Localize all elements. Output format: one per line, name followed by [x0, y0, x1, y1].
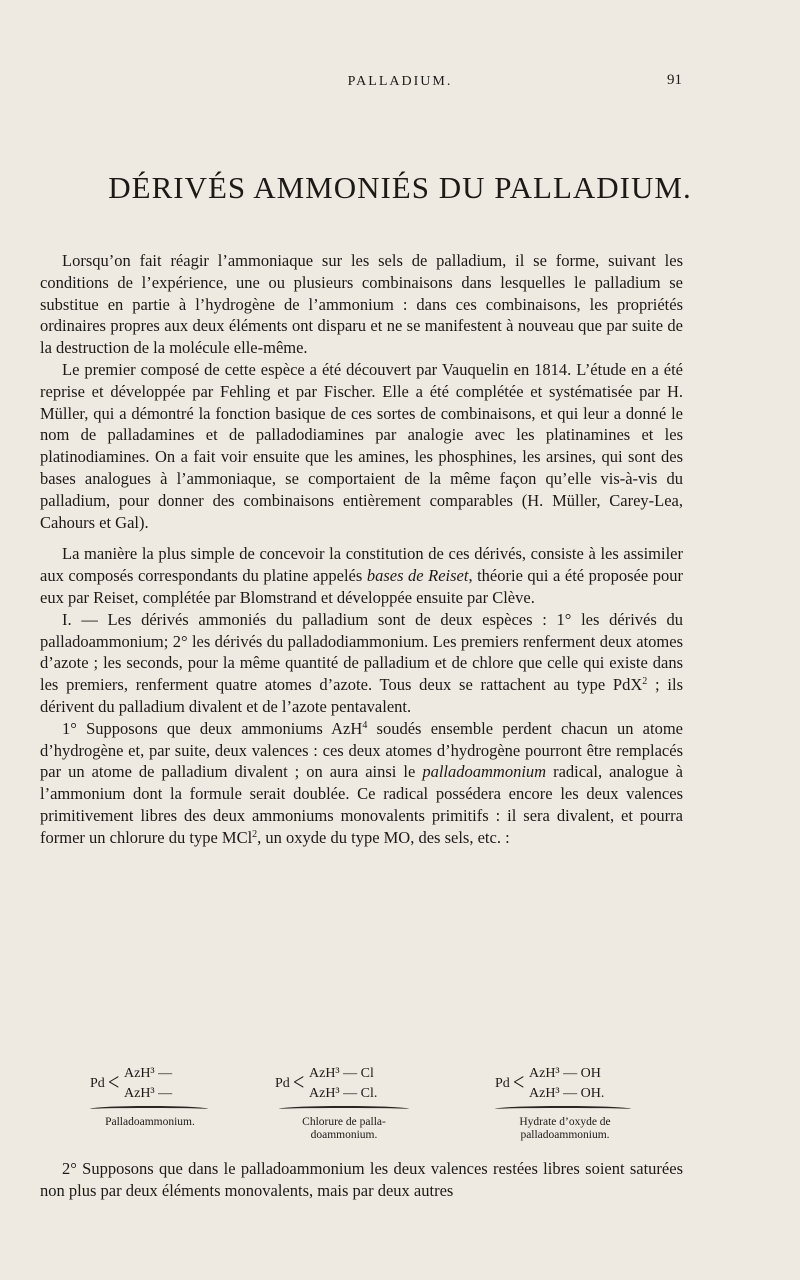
formula-line: AzH³ — Cl. — [309, 1086, 378, 1101]
bond-angle: < — [513, 1069, 525, 1097]
text-run: La manière la plus simple de concevoir la constitution de ces dérivés, consiste à les assimiler aux composés correspondants du platine appelés — [40, 544, 683, 586]
formula-element: Pd — [90, 1076, 105, 1091]
running-head: PALLADIUM. — [347, 74, 453, 89]
paragraph-section-one — [40, 609, 683, 718]
text-run: soudés ensemble perdent chacun un atome d’hydrogène et, par suite, deux valences : ces deux atomes d’hydrogène pourront être remplacés par un atome de palladium divalent ; on aura ainsi le — [40, 718, 683, 782]
formula-line: AzH³ — Cl — [309, 1066, 374, 1081]
italic-term: palladoammonium — [422, 762, 547, 782]
underbrace — [495, 1106, 631, 1112]
formula-line: AzH³ — — [124, 1066, 173, 1081]
formula-element: Pd — [495, 1076, 510, 1091]
paragraph-history: Le premier composé de cette espèce a été découvert par Vauquelin en 1814. L’étude en a été reprise et développée par Fehling et par Fischer. Elle a été complétée et systématisée par H. Müller, qui a démontré la fonction basique de ces sortes de combinaisons, et qui leur a donné le nom de palladamines et de palladodiamines par analogie avec les platinamines et les platinodiamines. On a fait voir ensuite que les amines, les phosphines, les arsines, qui sont des bases analogues à l’ammoniaque, se comportaient de la même façon qu’elle vis-à-vis du palladium, pour donner des combinaisons entièrement comparables (H. Müller, Carey-Lea, Cahours et Gal). — [40, 359, 683, 532]
body-text-continued — [40, 1158, 683, 1202]
formula-line: AzH³ — OH — [529, 1066, 601, 1081]
formula-caption: Palladoammonium. — [105, 1116, 195, 1128]
paragraph-intro: Lorsqu’on fait réagir l’ammoniaque sur les sels de palladium, il se forme, suivant les conditions de l’expérience, une ou plusieurs combinaisons dans lesquelles le palladium se substitue en partie à l’hydrogène de l’ammonium : dans ces combinaisons, les propriétés ordinaires propres aux deux éléments ont disparu et ne se manifestent à nouveau que par suite de la destruction de la molécule elle-même. — [40, 251, 683, 358]
text-run: ; ils dérivent du palladium divalent et de l’azote pentavalent. — [40, 675, 683, 716]
text-run: , un oxyde du type MO, des sels, etc. : — [257, 827, 510, 847]
paragraph-constitution — [40, 543, 683, 608]
formula-row — [80, 1066, 700, 1146]
underbrace — [90, 1106, 208, 1112]
superscript: 2 — [252, 828, 258, 840]
text-run: 1° Supposons que deux ammoniums AzH — [62, 718, 363, 738]
paragraph-palladoammonium — [40, 718, 683, 849]
formula-caption: Hydrate d’oxyde de palladoammonium. — [519, 1116, 611, 1141]
text-run: I. — Les dérivés ammoniés du palladium sont de deux espèces : 1° les dérivés du palladoammonium; 2° les dérivés du palladodiammonium. Les premiers renferment deux atomes d’azote ; les seconds, pour la même quantité de palladium et de chlore que celle qui existe dans les premiers, renferment quatre atomes d’azote. Tous deux se rattachent au type PdX — [40, 609, 683, 695]
superscript: 4 — [362, 719, 368, 731]
formula-line: AzH³ — OH. — [529, 1086, 605, 1101]
italic-term: bases de Reiset — [366, 566, 469, 586]
formula-line: AzH³ — — [124, 1086, 173, 1101]
page-number: 91 — [667, 72, 682, 88]
underbrace — [279, 1106, 409, 1112]
page-title: DÉRIVÉS AMMONIÉS DU PALLADIUM. — [108, 170, 692, 205]
superscript: 2 — [642, 676, 648, 688]
formula-caption: Chlorure de palla-doammonium. — [302, 1116, 386, 1141]
text-run: radical, analogue à l’ammonium dont la formule serait doublée. Ce radical possédera encore les deux valences primitivement libres des deux ammoniums monovalents primitifs : il sera divalent, et pourra former un chlorure du type MCl — [40, 762, 683, 847]
bond-angle: < — [293, 1069, 305, 1097]
bond-angle: < — [108, 1069, 120, 1097]
text-run: , théorie qui a été proposée pour eux par Reiset, complétée par Blomstrand et développée ensuite par Clève. — [40, 566, 683, 607]
paragraph-palladodiammonium: 2° Supposons que dans le palladoammonium les deux valences restées libres soient saturées non plus par deux éléments monovalents, mais par deux autres — [40, 1159, 683, 1200]
body-text — [40, 250, 683, 849]
formula-element: Pd — [275, 1076, 290, 1091]
